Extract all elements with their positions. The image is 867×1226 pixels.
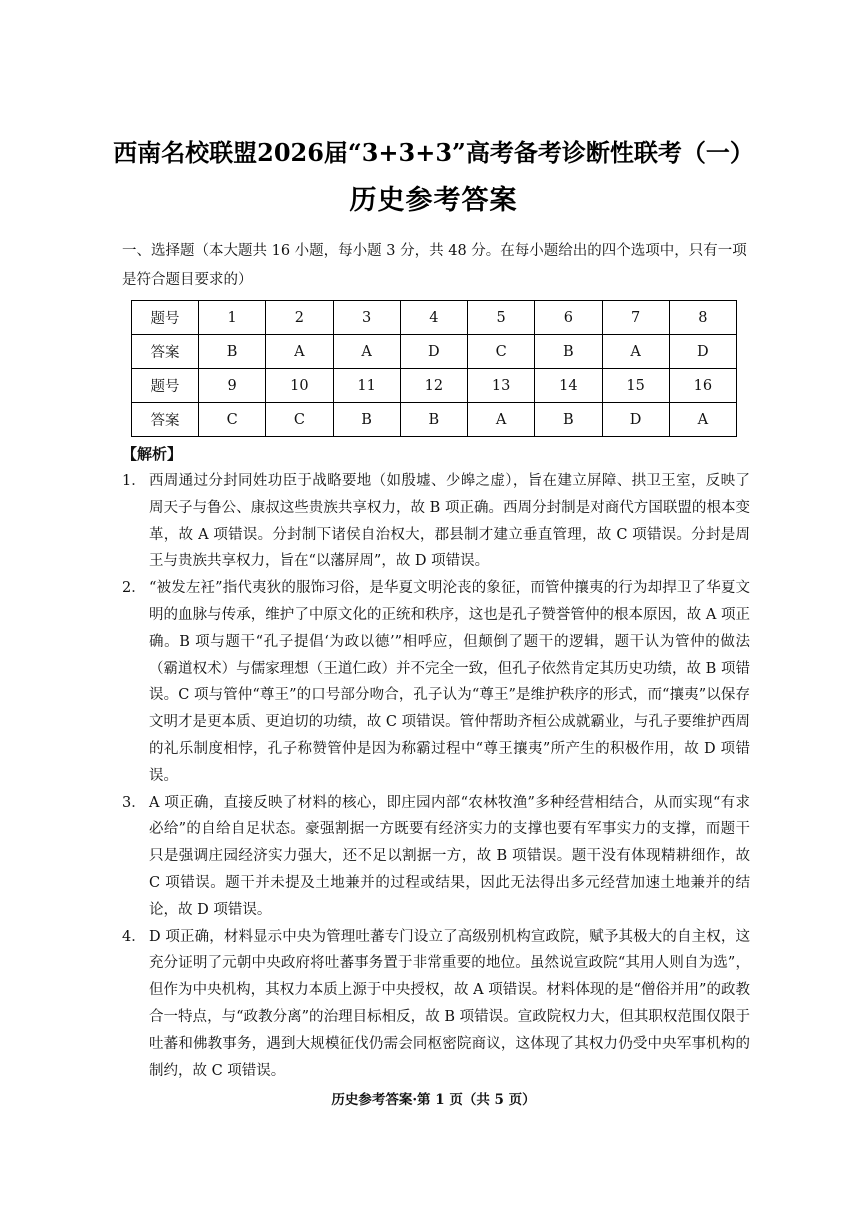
answer-cell: A <box>602 335 669 369</box>
answer-cell: A <box>669 403 736 437</box>
row-label: 答案 <box>132 335 199 369</box>
answer-cell: A <box>266 335 333 369</box>
subject-title: 历史参考答案 <box>349 185 518 216</box>
answer-cell: C <box>266 403 333 437</box>
row-label: 答案 <box>132 403 199 437</box>
analysis-item <box>122 468 750 575</box>
answer-cell: 9 <box>199 369 266 403</box>
answer-cell: D <box>400 335 467 369</box>
item-number: 2． <box>122 580 146 597</box>
item-text: 西周通过分封同姓功臣于战略要地（如殷墟、少皞之虚），旨在建立屏障、拱卫王室，反映了周天子与鲁公、康叔这些贵族共享权力，故 B 项正确。西周分封制是对商代方国联盟的根本变革，故 A 项错误。分封制下诸侯自治权大，郡县制才建立垂直管理，故 C 项错误。分封是周王与贵族共享权力，旨在“以藩屏周”，故 D 项错误。 <box>149 473 750 570</box>
answer-table-row <box>132 301 737 335</box>
answer-cell: B <box>535 335 602 369</box>
item-number: 4． <box>122 928 146 945</box>
analysis-item <box>122 575 750 789</box>
item-number: 1． <box>122 473 146 489</box>
answer-cell: 16 <box>669 369 736 403</box>
answer-cell: 6 <box>535 301 602 335</box>
exam-title: 西南名校联盟2026届“3+3+3”高考备考诊断性联考（一） <box>113 138 754 167</box>
answer-cell: A <box>468 403 535 437</box>
answer-table-row <box>132 369 737 403</box>
answer-cell: 1 <box>199 301 266 335</box>
item-text: “被发左衽”指代夷狄的服饰习俗，是华夏文明沦丧的象征，而管仲攘夷的行为却捍卫了华夏文明的血脉与传承，维护了中原文化的正统和秩序，这也是孔子赞誉管仲的根本原因，故 A 项正确。B 项与题干“孔子提倡‘为政以德’”相呼应，但颠倒了题干的逻辑，题干认为管仲的做法（霸道权术）与儒家理想（王道仁政）并不完全一致，但孔子依然肯定其历史功绩，故 B 项错误。C 项与管仲“尊王”的口号部分吻合，孔子认为“尊王”是维护秩序的形式，而“攘夷”以保存文明才是更本质、更迫切的功绩，故 C 项错误。管仲帮助齐桓公成就霸业，与孔子要维护西周的礼乐制度相悖，孔子称赞管仲是因为称霸过程中“尊王攘夷”所产生的积极作用，故 D 项错误。 <box>149 580 750 784</box>
answer-cell: 5 <box>468 301 535 335</box>
answer-cell: B <box>400 403 467 437</box>
answer-cell: 4 <box>400 301 467 335</box>
answer-table-row <box>132 403 737 437</box>
page-footer: 历史参考答案·第 1 页（共 5 页） <box>331 1092 536 1108</box>
analysis-heading: 【解析】 <box>122 445 183 463</box>
row-label: 题号 <box>132 369 199 403</box>
item-number: 3． <box>122 794 146 811</box>
analysis-item <box>122 924 750 1085</box>
analysis-item <box>122 790 750 924</box>
answer-cell: 11 <box>333 369 400 403</box>
row-label: 题号 <box>132 301 199 335</box>
answer-cell: 7 <box>602 301 669 335</box>
answer-cell: 3 <box>333 301 400 335</box>
answer-cell: 10 <box>266 369 333 403</box>
answer-cell: 12 <box>400 369 467 403</box>
answer-cell: 14 <box>535 369 602 403</box>
answer-table-row <box>132 335 737 369</box>
analysis-list <box>122 468 750 1084</box>
answer-cell: 15 <box>602 369 669 403</box>
answer-cell: 13 <box>468 369 535 403</box>
answer-cell: C <box>199 403 266 437</box>
answer-cell: 8 <box>669 301 736 335</box>
answer-table <box>131 300 737 437</box>
answer-cell: D <box>602 403 669 437</box>
item-text: D 项正确，材料显示中央为管理吐蕃专门设立了高级别机构宣政院，赋予其极大的自主权，这充分证明了元朝中央政府将吐蕃事务置于非常重要的地位。虽然说宣政院“其用人则自为选”，但作为中央机构，其权力本质上源于中央授权，故 A 项错误。材料体现的是“僧俗并用”的政教合一特点，与“政教分离”的治理目标相反，故 B 项错误。宣政院权力大，但其职权范围仅限于吐蕃和佛教事务，遇到大规模征伐仍需会同枢密院商议，这体现了其权力仍受中央军事机构的制约，故 C 项错误。 <box>149 928 750 1079</box>
answer-cell: B <box>333 403 400 437</box>
item-text: A 项正确，直接反映了材料的核心，即庄园内部“农林牧渔”多种经营相结合，从而实现“有求必给”的自给自足状态。豪强割据一方既要有经济实力的支撑也要有军事实力的支撑，而题干只是强调庄园经济实力强大，还不足以割据一方，故 B 项错误。题干没有体现精耕细作，故 C 项错误。题干并未提及土地兼并的过程或结果，因此无法得出多元经营加速土地兼并的结论，故 D 项错误。 <box>149 794 750 918</box>
section-heading: 一、选择题（本大题共 16 小题，每小题 3 分，共 48 分。在每小题给出的四个选项中，只有一项是符合题目要求的） <box>122 243 747 288</box>
answer-cell: 2 <box>266 301 333 335</box>
answer-cell: C <box>468 335 535 369</box>
answer-cell: A <box>333 335 400 369</box>
answer-cell: B <box>199 335 266 369</box>
answer-cell: D <box>669 335 736 369</box>
answer-cell: B <box>535 403 602 437</box>
